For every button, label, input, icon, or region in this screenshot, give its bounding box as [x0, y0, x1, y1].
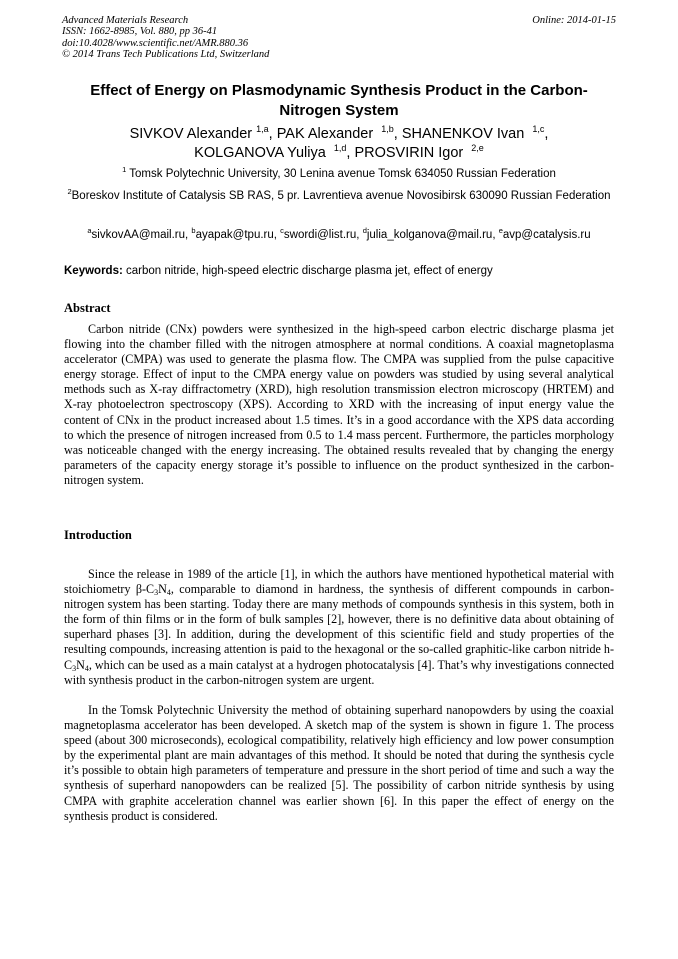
affiliation-mark: 2 [67, 187, 72, 196]
author-name: SIVKOV Alexander [129, 126, 253, 142]
email-address[interactable]: swordi@list.ru [283, 229, 357, 241]
subscript: 3 [72, 663, 77, 673]
email-mark: d [362, 226, 367, 235]
copyright-line: © 2014 Trans Tech Publications Ltd, Switzerland [62, 49, 270, 61]
author-affiliation-mark: 2,e [471, 143, 484, 153]
affiliation-2 [62, 189, 616, 204]
subscript: 3 [154, 588, 159, 598]
author-affiliation-mark: 1,d [333, 143, 347, 153]
keywords-label: Keywords: [64, 265, 123, 277]
email-address[interactable]: avp@catalysis.ru [502, 229, 591, 241]
email-address[interactable]: ayapak@tpu.ru [195, 229, 274, 241]
email-address[interactable]: sivkovAA@mail.ru [91, 229, 186, 241]
author-name: PAK Alexander [276, 126, 374, 142]
author-name: SHANENKOV Ivan [401, 126, 525, 142]
author-affiliation-mark: 1,a [256, 124, 269, 134]
author-affiliation-mark: 1,c [532, 124, 545, 134]
online-date: Online: 2014-01-15 [532, 15, 616, 26]
email-mark: a [87, 226, 92, 235]
affiliation-mark: 1 [122, 165, 127, 174]
email-address[interactable]: julia_kolganova@mail.ru [366, 229, 493, 241]
email-mark: c [280, 226, 284, 235]
text-run: , which can be used as a main catalyst at a hydrogen photocatalysis [4]. That’s why investigations connected with synthesis product in the carbon-nitrogen system are urgent. [64, 657, 614, 687]
affiliation-1 [62, 167, 616, 182]
introduction-heading: Introduction [64, 528, 132, 542]
keywords [64, 264, 616, 279]
text-run: N [158, 582, 167, 597]
subscript: 4 [84, 663, 89, 673]
text-run: N [76, 657, 85, 672]
abstract-heading: Abstract [64, 301, 111, 315]
introduction-paragraph-2: In the Tomsk Polytechnic University the method of obtaining superhard nanopowders by using the coaxial magnetoplasma accelerator has been developed. A sketch map of the system is shown in figure 1. The process speed (about 300 microseconds), ecological compatibility, relatively high efficiency and low power consumption by the experimental plant are main advantages of this method. It should be noted that during the synthesis cycle it’s possible to obtain high parameters of temperature and pressure in the short period of time and such a way the synthesis of superhard nanopowders can be realized [5]. The possibility of carbon nitride synthesis by using CMPA with graphite acceleration channel was earlier shown [6]. In this paper the effect of energy on the synthesis product is considered. [64, 703, 614, 823]
subscript: 4 [166, 588, 171, 598]
issn-volume-pages: ISSN: 1662-8985, Vol. 880, pp 36-41 [62, 26, 218, 38]
text-run: , comparable to diamond in hardness, the synthesis of different compounds in carbon-nitrogen system has been starting. Today there are many methods of compounds synthesis in this system, both in the form of thin films or in the form of bulk samples [2], however, there is no definitive data about obtaining of superhard phases [3]. In addition, during the development of this scientific field and study properties of the resulting compounds, increasing attention is paid to the hexagonal or the so-called graphitic-like carbon nitride h-C [64, 582, 614, 672]
journal-name: Advanced Materials Research [62, 15, 189, 26]
affiliation-text: Boreskov Institute of Catalysis SB RAS, 5 pr. Lavrentieva avenue Novosibirsk 630090 Russian Federation [71, 190, 611, 202]
author-name: KOLGANOVA Yuliya [194, 145, 326, 161]
running-header [62, 15, 616, 61]
author-list: SIVKOV Alexander $^{1,a}$, PAK Alexander $^{1,b}$, SHANENKOV Ivan $^{1,c}$, KOLGANOVA Yuliya $^{1,d}$, PROSVIRIN Igor $^{2,e}$ [129, 124, 549, 161]
paper-title: Effect of Energy on Plasmodynamic Synthesis Product in the Carbon-Nitrogen System [90, 82, 588, 119]
doi-line: doi:10.4028/www.scientific.net/AMR.880.36 [62, 37, 249, 49]
keywords-text: carbon nitride, high-speed electric discharge plasma jet, effect of energy [126, 265, 493, 277]
email-mark: e [498, 226, 503, 235]
abstract-text: Carbon nitride (CNx) powders were synthesized in the high-speed carbon electric discharge plasma jet flowing into the chamber filled with the nitrogen atmosphere at normal conditions. A coaxial magnetoplasma accelerator (CMPA) was used to generate the plasma flow. The CMPA was supplied from the pulse capacitive energy storage. Effect of input to the CMPA energy value on powders was studied by using several analytical methods such as X-ray diffractometry (XRD), high resolution transmission electron microscopy (HRTEM) and X-ray photoelectron spectroscopy (XPS). According to XRD with the increasing of input energy value the content of CNx in the product increased about 1.5 times. It’s in a good accordance with the XPS data according to which the presence of nitrogen increased from 0.5 to 1.4 mass percent. Furthermore, the particles morphology was noticeable changed with the energy increasing. The obtained results revealed that by changing the energy parameters of the capacity energy storage it’s possible to influence on the product synthesized in the carbon-nitrogen system. [64, 322, 614, 487]
text-run: Since the release in 1989 of the article [1], in which the authors have mentioned hypothetical material with stoichiometry β-C [64, 567, 614, 597]
email-mark: b [191, 226, 196, 235]
author-name: PROSVIRIN Igor [354, 145, 464, 161]
author-affiliation-mark: 1,b [381, 124, 394, 134]
affiliation-text: Tomsk Polytechnic University, 30 Lenina avenue Tomsk 634050 Russian Federation [129, 168, 556, 180]
email-list: $^a$sivkovAA@mail.ru, $^b$ayapak@tpu.ru, $^c$swordi@list.ru, $^d$julia_kolganova@mail.ru, $^e$avp@catalysis.ru [87, 226, 591, 241]
introduction-paragraph-1 [64, 567, 614, 688]
